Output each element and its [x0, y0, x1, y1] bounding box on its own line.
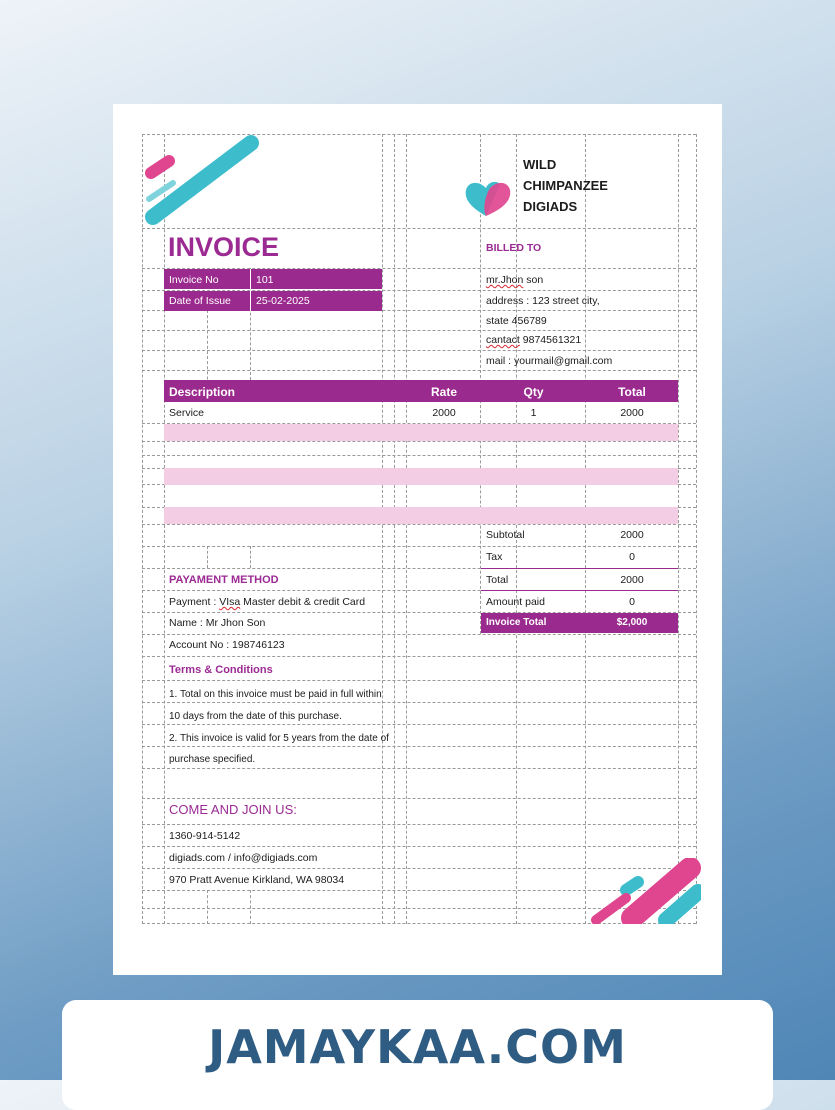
- company-name-line3: DIGIADS: [523, 199, 578, 214]
- invoice-date-label: Date of Issue: [169, 295, 231, 307]
- invoice-title: INVOICE: [168, 232, 280, 262]
- amount-paid-label: Amount paid: [486, 596, 545, 608]
- terms-heading: Terms & Conditions: [169, 664, 273, 676]
- terms-line: 10 days from the date of this purchase.: [169, 711, 342, 722]
- amount-paid-value[interactable]: 0: [629, 596, 635, 608]
- company-name-line2: CHIMPANZEE: [523, 178, 608, 193]
- item-row-empty[interactable]: [164, 424, 678, 441]
- item-row-empty[interactable]: [164, 507, 678, 524]
- billed-to-mail[interactable]: mail : yourmail@gmail.com: [486, 355, 613, 367]
- items-header-description: Description: [169, 385, 236, 399]
- corner-stripes-top-left-icon: [143, 135, 263, 231]
- contact-heading: COME AND JOIN US:: [169, 802, 297, 817]
- billed-to-heading: BILLED TO: [486, 242, 542, 254]
- billed-to-contact[interactable]: cantact 9874561321: [486, 334, 582, 346]
- contact-phone[interactable]: 1360-914-5142: [169, 830, 241, 842]
- payment-name[interactable]: Name : Mr Jhon Son: [169, 617, 266, 629]
- watermark-banner: [62, 1000, 773, 1110]
- terms-line: 2. This invoice is valid for 5 years from the date of: [169, 733, 389, 744]
- contact-web[interactable]: digiads.com / info@digiads.com: [169, 852, 318, 864]
- item-row-total[interactable]: 2000: [620, 407, 644, 419]
- total-value[interactable]: 2000: [620, 574, 644, 586]
- tax-value[interactable]: 0: [629, 551, 635, 563]
- payment-method-heading: PAYAMENT METHOD: [169, 574, 279, 586]
- subtotal-label: Subtotal: [486, 529, 525, 541]
- watermark-text: JAMAYKAA.COM: [208, 1020, 627, 1074]
- corner-stripes-bottom-right-icon: [586, 858, 701, 924]
- subtotal-value[interactable]: 2000: [620, 529, 644, 541]
- item-row-qty[interactable]: 1: [530, 407, 537, 419]
- billed-to-name[interactable]: mr.Jhon son: [486, 274, 544, 286]
- items-header-rate: Rate: [430, 385, 457, 399]
- total-label: Total: [486, 574, 509, 586]
- payment-account[interactable]: Account No : 198746123: [169, 639, 285, 651]
- tax-label: Tax: [486, 551, 503, 563]
- invoice-date-value[interactable]: 25-02-2025: [256, 295, 310, 307]
- items-header-total: Total: [618, 385, 646, 399]
- items-header-qty: Qty: [523, 385, 544, 399]
- invoice-number-value[interactable]: 101: [256, 274, 274, 286]
- invoice-total-value[interactable]: $2,000: [616, 617, 648, 628]
- billed-to-address[interactable]: address : 123 street city,: [486, 295, 600, 307]
- contact-address[interactable]: 970 Pratt Avenue Kirkland, WA 98034: [169, 874, 345, 886]
- payment-method-line[interactable]: Payment : VIsa Master debit & credit Card: [169, 596, 366, 608]
- item-row-rate[interactable]: 2000: [432, 407, 456, 419]
- billed-to-state[interactable]: state 456789: [486, 315, 547, 327]
- invoice-total-label: Invoice Total: [486, 617, 547, 628]
- terms-line: 1. Total on this invoice must be paid in full within: [169, 689, 382, 700]
- invoice-number-label: Invoice No: [169, 274, 219, 286]
- heart-logo-icon: [462, 178, 518, 218]
- terms-line: purchase specified.: [169, 754, 256, 765]
- company-name-line1: WILD: [523, 157, 557, 172]
- item-row-empty[interactable]: [164, 468, 678, 485]
- item-row-description[interactable]: Service: [169, 407, 205, 419]
